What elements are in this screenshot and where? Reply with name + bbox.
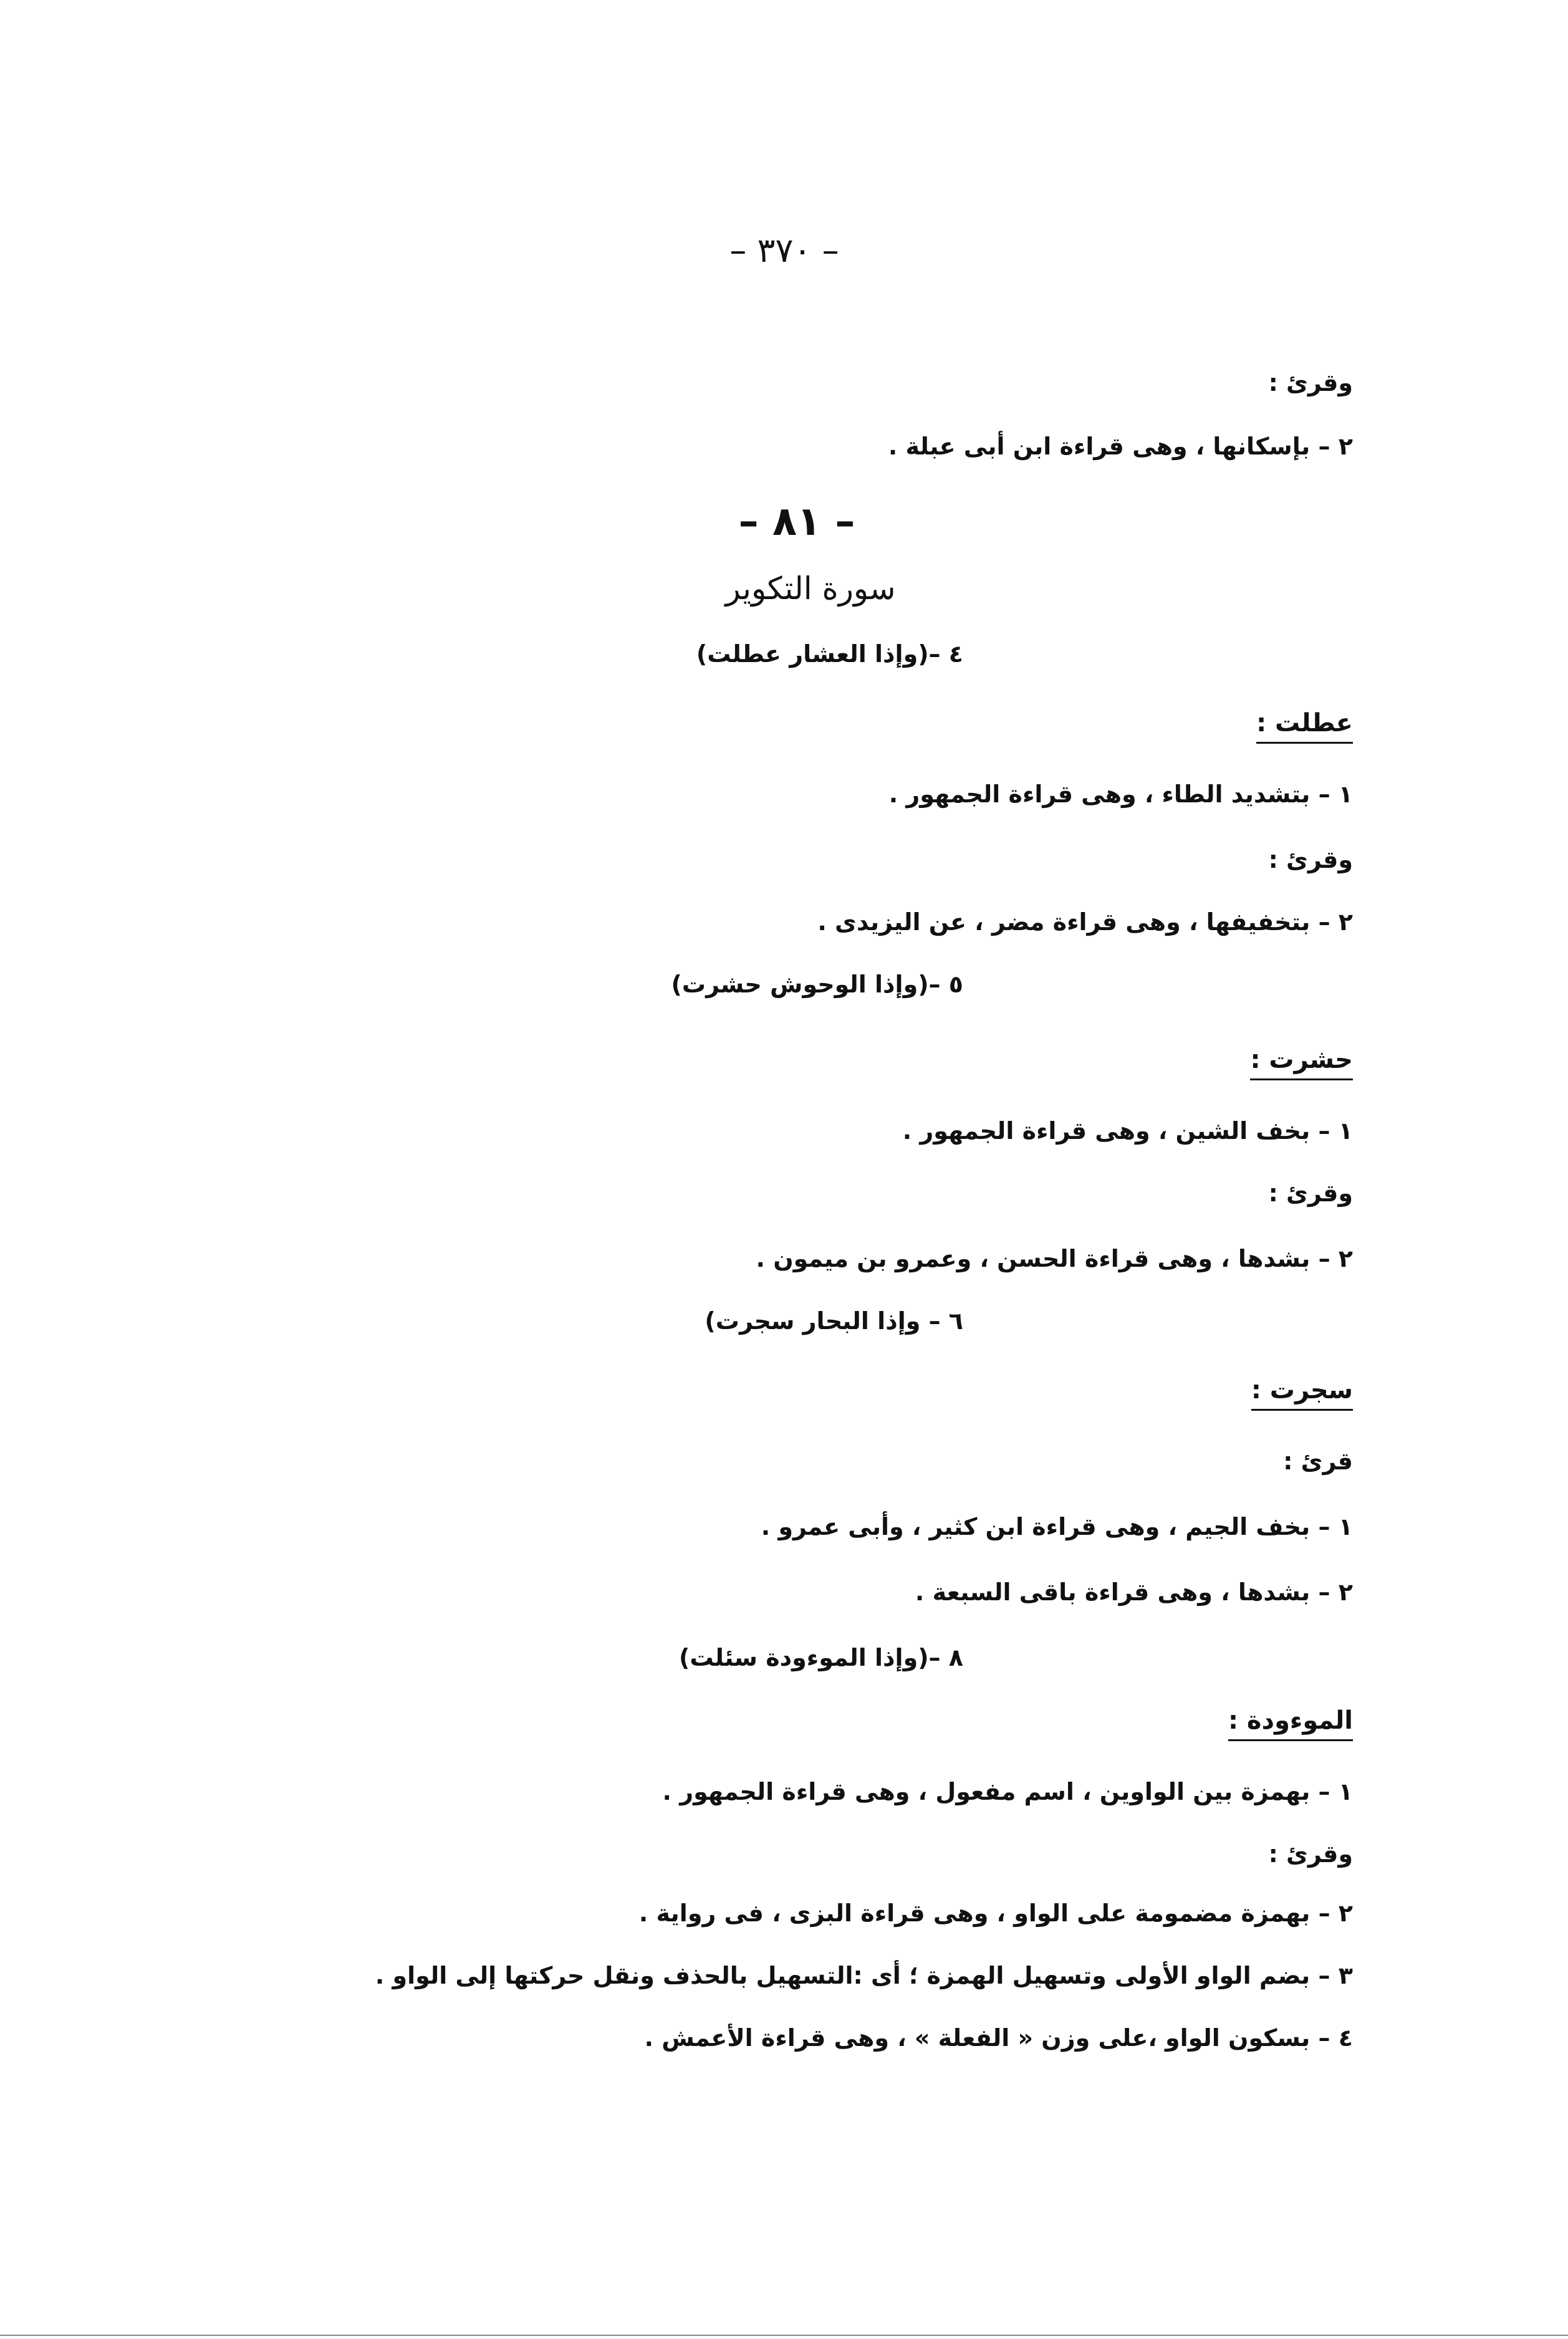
verse-heading: ٤ –(وإذا العشار عطلت) (696, 640, 963, 668)
verse-heading: ٥ –(وإذا الوحوش حشرت) (671, 971, 963, 998)
reading-line: ٢ – بشدها ، وهى قراءة باقى السبعة . (915, 1578, 1353, 1606)
word-heading: سجرت : (1251, 1378, 1353, 1411)
qurie-label: وقرئ : (1268, 369, 1353, 396)
reading-line: ٢ – بتخفيفها ، وهى قراءة مضر ، عن اليزيدى . (817, 908, 1353, 936)
reading-line: ١ – بهمزة بين الواوين ، اسم مفعول ، وهى قراءة الجمهور . (662, 1778, 1353, 1805)
surah-title: سورة التكوير (725, 570, 896, 607)
word-heading: حشرت : (1250, 1047, 1353, 1080)
surah-number: – ٨١ – (738, 499, 855, 545)
reading-line: ٣ – بضم الواو الأولى وتسهيل الهمزة ؛ أى :التسهيل بالحذف ونقل حركتها إلى الواو . (375, 1962, 1353, 1989)
word-heading: الموءودة : (1228, 1708, 1353, 1741)
qurie-label: قرئ : (1283, 1448, 1353, 1475)
qurie-label: وقرئ : (1268, 1179, 1353, 1207)
page-number: – ٣٧٠ – (729, 231, 839, 270)
reading-line: ١ – بخف الجيم ، وهى قراءة ابن كثير ، وأبى عمرو . (761, 1513, 1353, 1540)
reading-line: ٢ – بشدها ، وهى قراءة الحسن ، وعمرو بن ميمون . (756, 1245, 1353, 1272)
verse-heading: ٦ – وإذا البحار سجرت) (705, 1307, 963, 1335)
bottom-rule (0, 2335, 1568, 2336)
qurie-label: وقرئ : (1268, 1840, 1353, 1868)
verse-heading: ٨ –(وإذا الموءودة سئلت) (679, 1644, 963, 1671)
reading-line: ٢ – بإسكانها ، وهى قراءة ابن أبى عبلة . (888, 433, 1353, 460)
word-heading: عطلت : (1256, 711, 1353, 744)
reading-line: ٤ – بسكون الواو ،على وزن « الفعلة » ، وهى قراءة الأعمش . (644, 2024, 1353, 2052)
reading-line: ٢ – بهمزة مضمومة على الواو ، وهى قراءة البزى ، فى رواية . (638, 1900, 1353, 1927)
qurie-label: وقرئ : (1268, 846, 1353, 873)
reading-line: ١ – بتشديد الطاء ، وهى قراءة الجمهور . (888, 780, 1353, 808)
reading-line: ١ – بخف الشين ، وهى قراءة الجمهور . (902, 1117, 1353, 1145)
